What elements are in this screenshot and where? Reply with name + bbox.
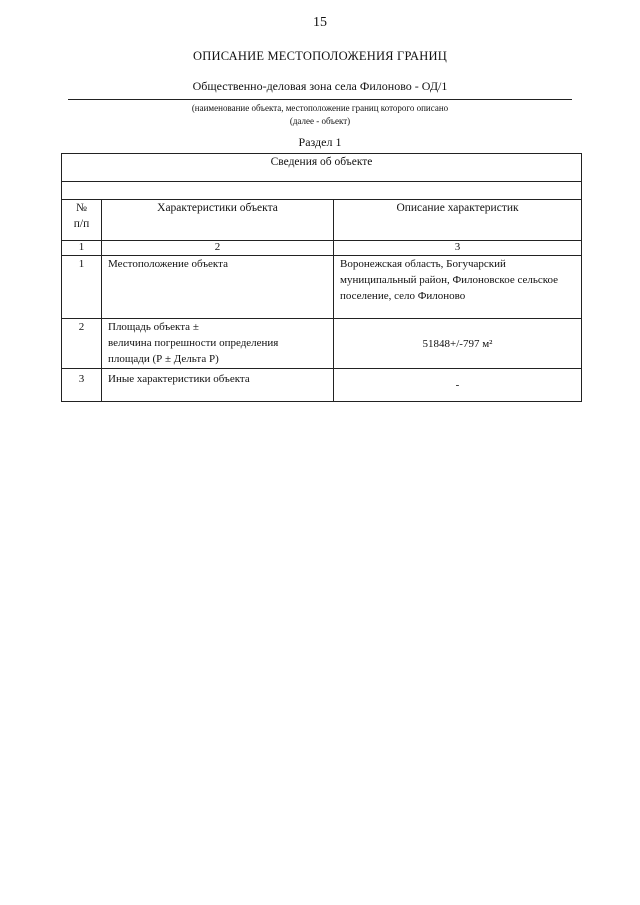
object-name-caption-continued: (далее - объект) [289, 116, 351, 126]
header-characteristics: Характеристики объекта [102, 200, 334, 241]
column-numbers-row [62, 241, 582, 256]
header-number [62, 200, 102, 241]
row-number: 2 [62, 319, 102, 369]
table-header-row [62, 200, 582, 241]
row-description: - [334, 369, 582, 402]
table-row [62, 256, 582, 319]
page-number: 15 [313, 15, 327, 30]
row-description: 51848+/-797 м² [334, 319, 582, 369]
table-title-row [62, 154, 582, 182]
row-number: 3 [62, 369, 102, 402]
table-row [62, 369, 582, 402]
object-name: Общественно-деловая зона села Филоново - ОД/1 [192, 79, 448, 93]
column-number: 3 [334, 241, 582, 256]
column-number: 2 [102, 241, 334, 256]
row-characteristic: Иные характеристики объекта [102, 369, 334, 402]
row-characteristic-line: Площадь объекта ± [108, 321, 199, 333]
column-number: 1 [62, 241, 102, 256]
empty-cell [62, 182, 582, 200]
object-name-underline [68, 99, 572, 100]
object-name-caption: (наименование объекта, местоположение границ которого описано [191, 103, 449, 113]
header-number-line-1: № [76, 202, 87, 214]
row-characteristic-line: величина погрешности определения [108, 337, 279, 349]
row-characteristic-line: площади (Р ± Дельта Р) [108, 353, 219, 365]
header-description: Описание характеристик [334, 200, 582, 241]
object-info-table [61, 153, 582, 402]
row-description: Воронежская область, Богучарский муниципальный район, Филоновское сельское поселение, село Филоново [334, 256, 582, 319]
section-title: Раздел 1 [298, 135, 342, 149]
header-number-line-2: п/п [73, 218, 90, 230]
table-row [62, 319, 582, 369]
table-empty-row [62, 182, 582, 200]
row-characteristic: Местоположение объекта [102, 256, 334, 319]
row-number: 1 [62, 256, 102, 319]
table-title: Сведения об объекте [62, 154, 582, 182]
row-characteristic [102, 319, 334, 369]
document-title: ОПИСАНИЕ МЕСТОПОЛОЖЕНИЯ ГРАНИЦ [193, 49, 447, 63]
